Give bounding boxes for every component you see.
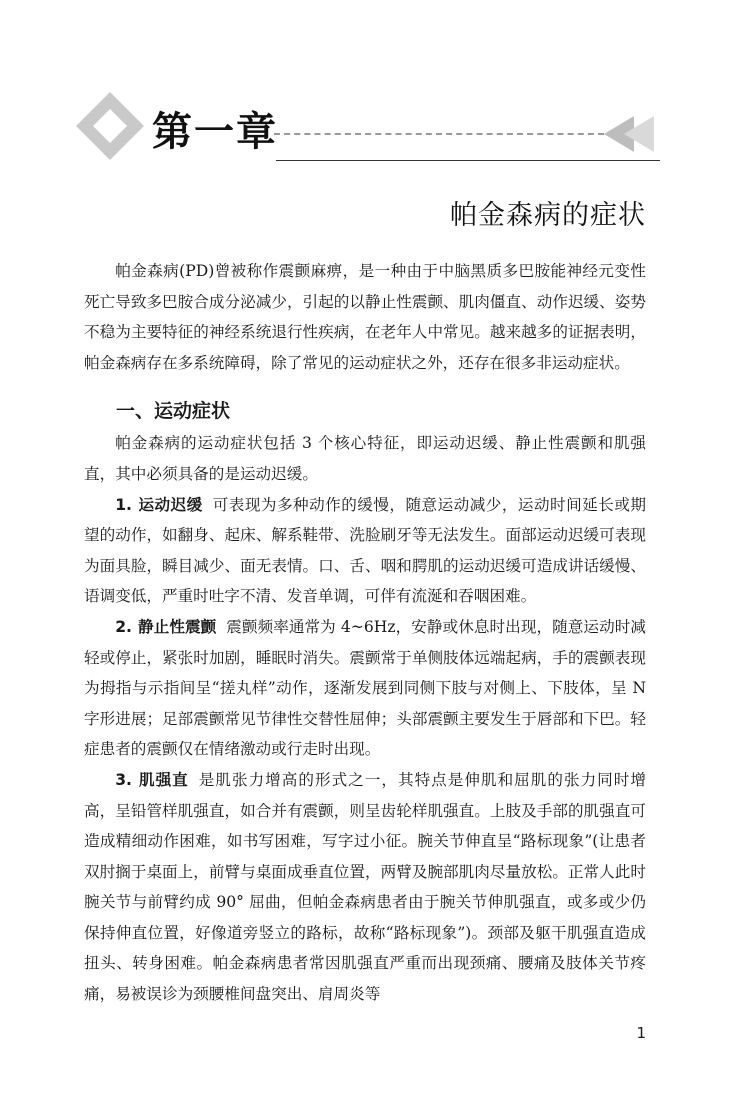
item-text: 是肌张力增高的形式之一，其特点是伸肌和屈肌的张力同时增高，呈铅管样肌强直，如合并有震颤，则呈齿轮样肌强直。上肢及手部的肌强直可造成精细动作困难，如书写困难，写字过小征。腕关节伸直呈“路标现象”(让患者双肘搁于桌面上，前臂与桌面成垂直位置，两臂及腕部肌肉尽量放松。正常人此时腕关节与前臂约成 90° 屈曲，但帕金森病患者由于腕关节伸肌强直，或多或少仍保持伸直位置，好像道旁竖立的路标，故称“路标现象”)。颈部及躯干肌强直造成扭头、转身困难。帕金森病患者常因肌强直严重而出现颈痛、腰痛及肢体关节疼痛，易被误诊为颈腰椎间盘突出、肩周炎等 (84, 770, 646, 1004)
item-term: 肌强直 (137, 770, 189, 789)
item-text: 可表现为多种动作的缓慢，随意运动减少，运动时间延长或期望的动作，如翻身、起床、解系鞋带、洗脸刷牙等无法发生。面部运动迟缓可表现为面具脸，瞬目减少、面无表情。口、舌、咽和腭肌的运动迟缓可造成讲话缓慢、语调变低，严重时吐字不清、发音单调，可伴有流涎和吞咽困难。 (84, 495, 646, 606)
item-term: 静止性震颤 (137, 617, 217, 636)
triangle-ornament-icon (624, 116, 654, 152)
chapter-label: 第一章 (152, 108, 278, 155)
item-number: 2. (115, 617, 132, 636)
section-heading: 一、运动症状 (116, 400, 231, 423)
header-rule (276, 160, 660, 161)
symptom-item-bradykinesia (84, 490, 646, 612)
section-intro-paragraph: 帕金森病的运动症状包括 3 个核心特征，即运动迟缓、静止性震颤和肌强直，其中必须具备的是运动迟缓。 (84, 434, 646, 483)
item-term: 运动迟缓 (137, 495, 203, 514)
chapter-header (78, 92, 660, 172)
intro-paragraph: 帕金森病(PD)曾被称作震颤麻痹，是一种由于中脑黑质多巴胺能神经元变性死亡导致多巴胺合成分泌减少，引起的以静止性震颤、肌肉僵直、动作迟缓、姿势不稳为主要特征的神经系统退行性疾病，在老年人中常见。越来越多的证据表明，帕金森病存在多系统障碍，除了常见的运动症状之外，还存在很多非运动症状。 (84, 262, 646, 372)
symptom-item-rigidity (84, 765, 646, 1010)
page-number: 1 (636, 1024, 646, 1042)
chapter-title: 帕金森病的症状 (450, 200, 646, 231)
dashed-divider (274, 133, 604, 135)
symptom-item-tremor (84, 612, 646, 765)
item-number: 3. (115, 770, 132, 789)
item-number: 1. (115, 495, 132, 514)
item-text: 震颤频率通常为 4~6Hz，安静或休息时出现，随意运动时减轻或停止，紧张时加剧，睡眠时消失。震颤常于单侧肢体远端起病，手的震颤表现为拇指与示指间呈“搓丸样”动作，逐渐发展到同侧下肢与对侧上、下肢体，呈 N 字形进展；足部震颤常见节律性交替性屈伸；头部震颤主要发生于唇部和下巴。轻症患者的震颤仅在情绪激动或行走时出现。 (84, 617, 646, 759)
body-text (84, 256, 646, 1010)
